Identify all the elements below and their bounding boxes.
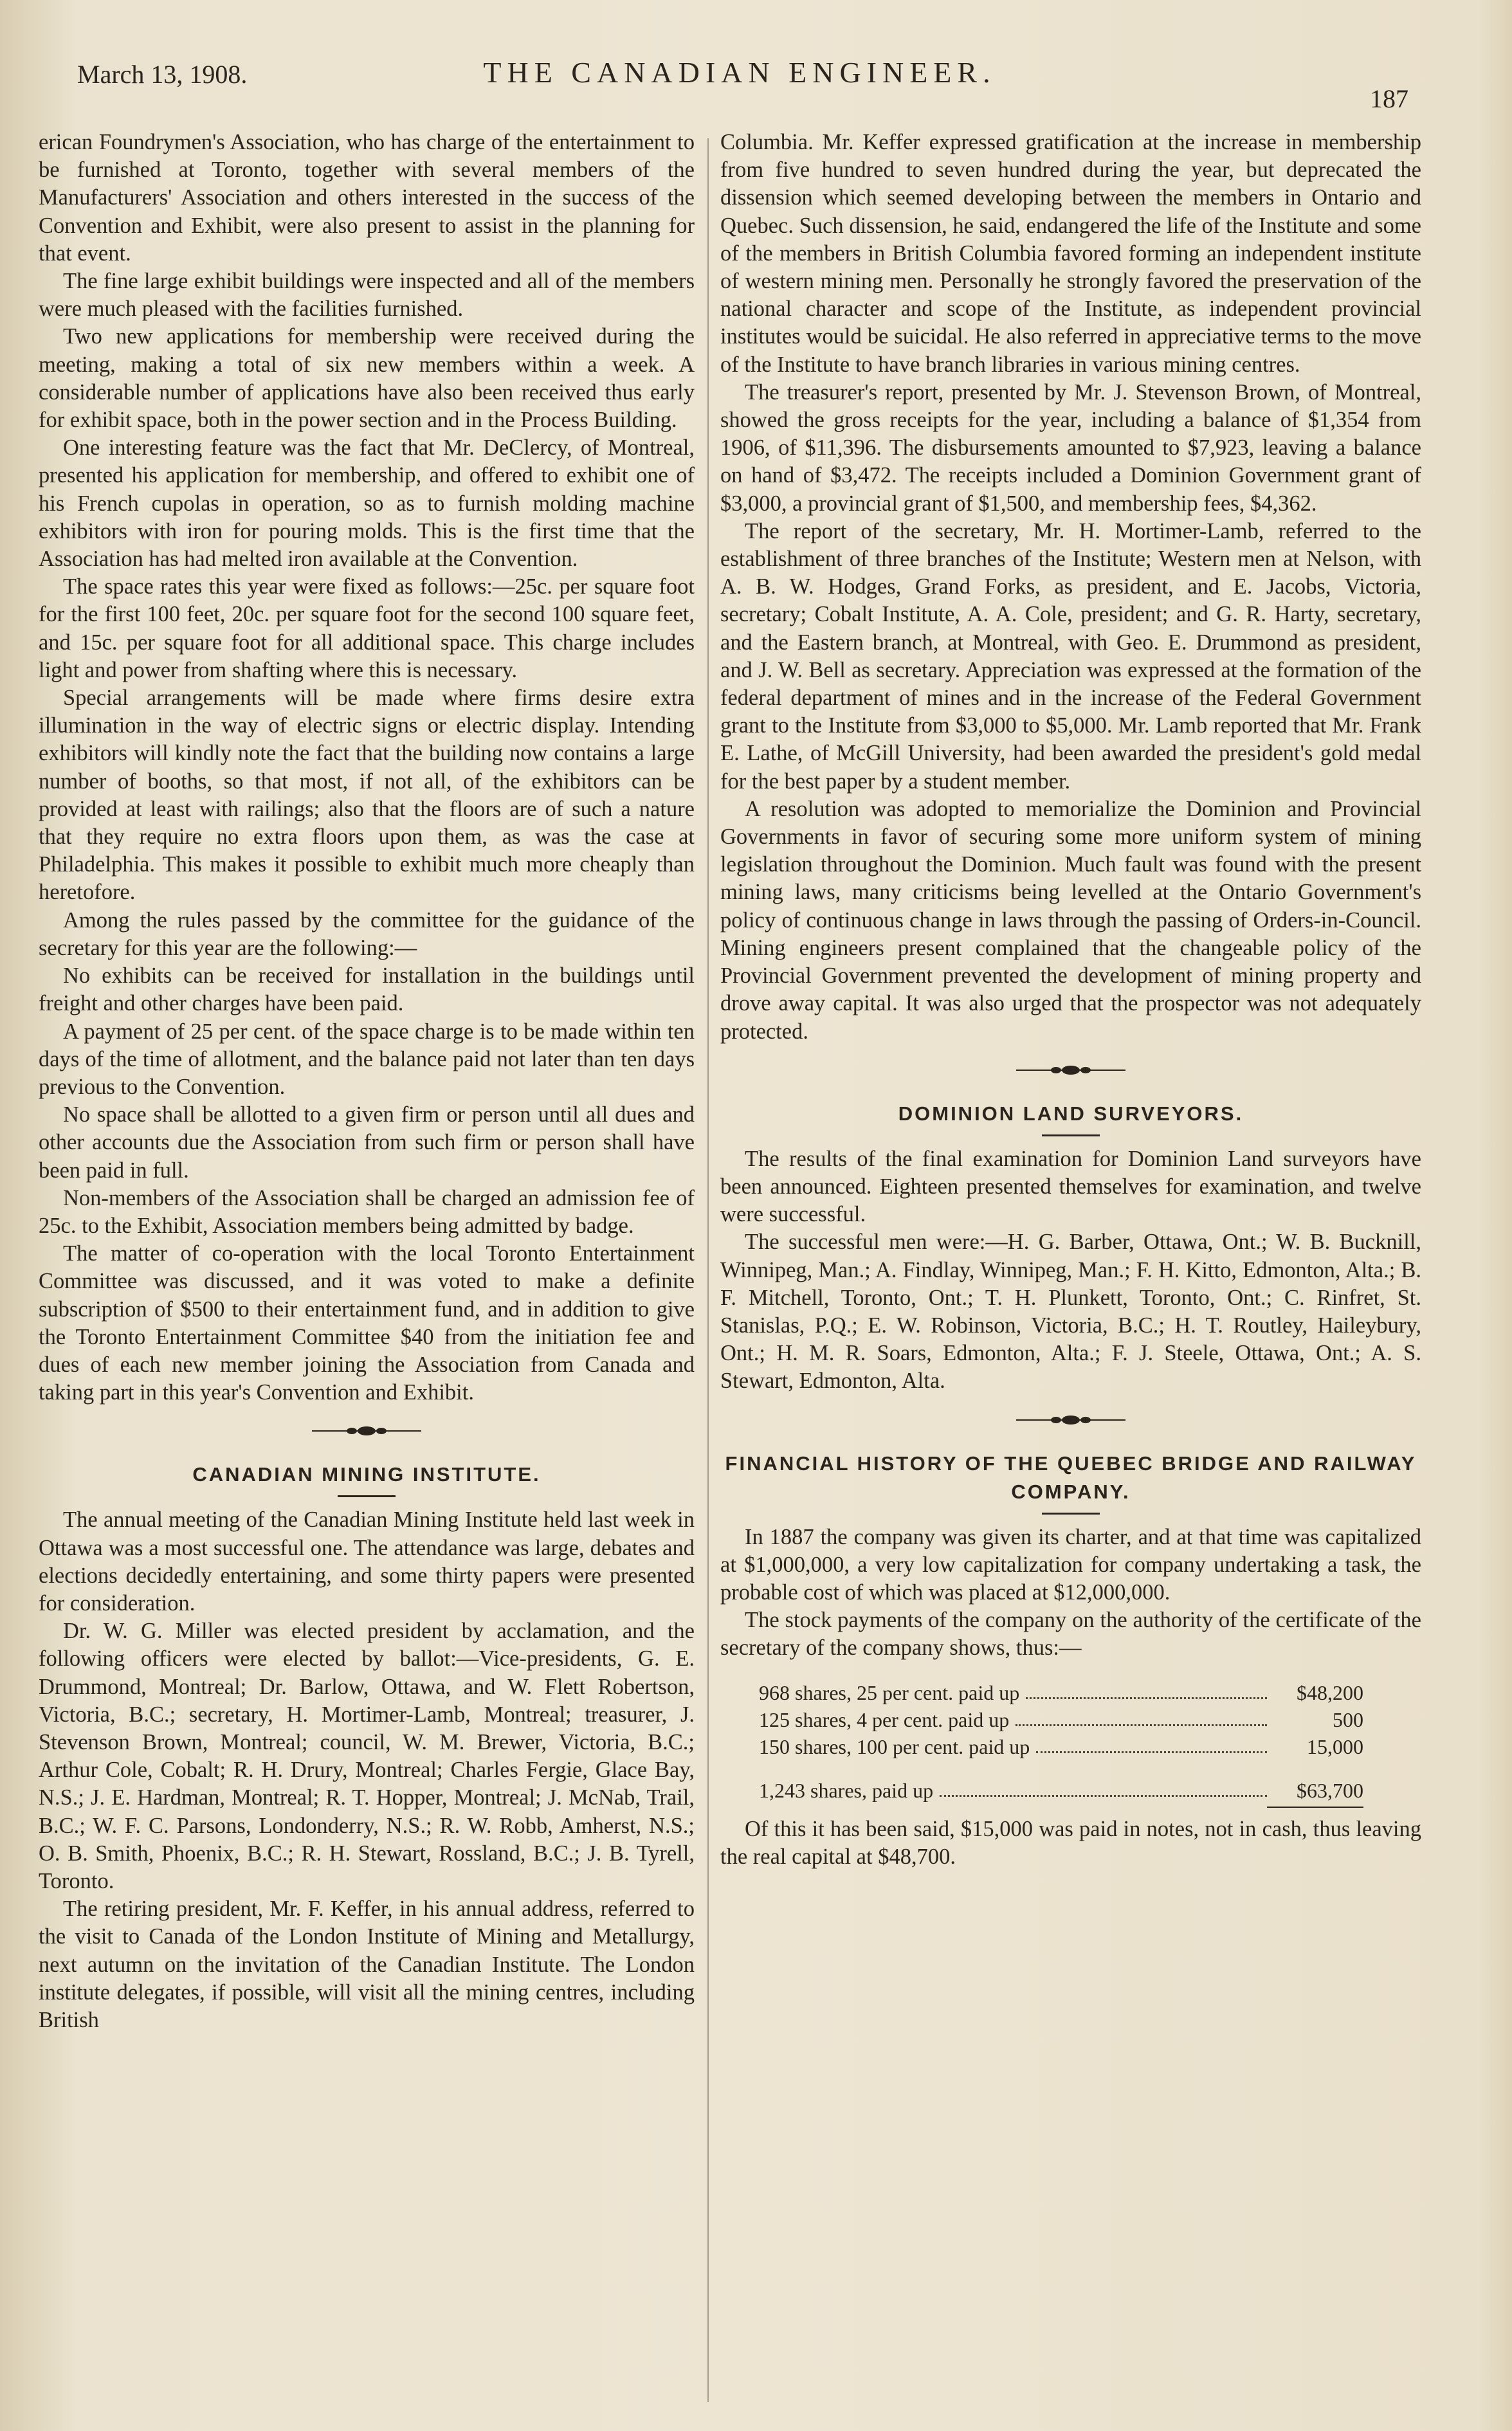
paragraph: Dr. W. G. Miller was elected president by acclamation, and the following officers were elected by ballot:—Vice-presidents, G. E. Drummond, Montreal; Dr. Barlow, Ottawa, and W. Flett Robertson, Victoria, B.C.; secretary, H. Mortimer-Lamb, Montreal; treasurer, J. Stevenson Brown, Montreal; council, W. M. Brewer, Victoria, B.C.; Arthur Cole, Cobalt; R. H. Drury, Montreal; Charles Fergie, Glace Bay, N.S.; J. E. Hardman, Montreal; R. T. Hopper, Montreal; J. McNab, Trail, B.C.; W. F. C. Parsons, Londonderry, N.S.; R. W. Robb, Amherst, N.S.; O. B. Smith, Phoenix, B.C.; R. H. Stewart, Rossland, B.C.; J. B. Tyrell, Toronto. xyxy=(39,1619,695,1893)
paragraph: Two new applications for membership were received during the meeting, making a total of six new members within a week. A considerable number of applications have also been received thus early for exhibit space, both in the power section and in the Process Building. xyxy=(39,324,695,433)
shares-total-row xyxy=(759,1777,1363,1804)
publication-title: THE CANADIAN ENGINEER. xyxy=(483,56,996,89)
left-column xyxy=(39,129,695,2034)
paragraph: The fine large exhibit buildings were inspected and all of the members were much pleased with the facilities furnished. xyxy=(39,269,695,322)
section-heading: FINANCIAL HISTORY OF THE QUEBEC BRIDGE AND RAILWAY COMPANY. xyxy=(725,1452,1417,1503)
shares-row xyxy=(759,1679,1363,1706)
leader-dots xyxy=(1016,1706,1267,1726)
paragraph: Among the rules passed by the committee for the guidance of the secretary for this year are the following:— xyxy=(39,907,695,960)
shares-amount: 500 xyxy=(1333,1707,1363,1731)
issue-date: March 13, 1908. xyxy=(77,60,248,89)
paragraph: The stock payments of the company on the authority of the certificate of the secretary of the company shows, thus:— xyxy=(720,1608,1421,1661)
heading-dash xyxy=(1042,1513,1100,1515)
paragraph: The treasurer's report, presented by Mr. J. Stevenson Brown, of Montreal, showed the gross receipts for the year, including a balance of $1,354 from 1906, of $11,396. The disbursements amounted to $7,923, leaving a balance on hand of $3,472. The receipts included a Dominion Government grant of $3,000, a provincial grant of $1,500, and membership fees, $4,362. xyxy=(720,379,1421,516)
shares-amount: $48,200 xyxy=(1297,1680,1363,1704)
paragraph: One interesting feature was the fact that Mr. DeClercy, of Montreal, presented his application for membership, and offered to exhibit one of his French cupolas in operation, so as to furnish molding machine exhibitors with iron for pouring molds. This is the first time that the Association has had melted iron available at the Convention. xyxy=(39,435,695,572)
paragraph: The space rates this year were fixed as follows:—25c. per square foot for the first 100 feet, 20c. per square foot for the second 100 square feet, and 15c. per square foot for all additional space. This charge includes light and power from shafting where this is necessary. xyxy=(39,574,695,682)
paragraph: Columbia. Mr. Keffer expressed gratification at the increase in membership from five hundred to seven hundred during the year, but deprecated the dissension which seemed developing between the members in Ontario and Quebec. Such dissension, he said, endangered the life of the Institute and some of the members in British Columbia favored forming an independent institute of western mining men. Personally he strongly favored the preservation of the national character and scope of the Institute, as independent provincial institutes would be suicidal. He also referred in appreciative terms to the move of the Institute to have branch libraries in various mining centres. xyxy=(720,130,1421,377)
spacer xyxy=(759,1760,1421,1777)
page-header xyxy=(71,55,1408,113)
paragraph: The successful men were:—H. G. Barber, Ottawa, Ont.; W. B. Bucknill, Winnipeg, Man.; A. Findlay, Winnipeg, Man.; F. H. Kitto, Edmonton, Alta.; B. F. Mitchell, Toronto, Ont.; T. H. Plunkett, Toronto, Ont.; C. Rinfret, St. Stanislas, P.Q.; E. W. Robinson, Victoria, B.C.; H. T. Routley, Haileybury, Ont.; H. M. R. Soars, Edmonton, Alta.; F. J. Steele, Ottawa, Ont.; A. S. Stewart, Edmonton, Alta. xyxy=(720,1230,1421,1394)
section-ornament xyxy=(39,1425,695,1437)
paragraph: The results of the final examination for Dominion Land surveyors have been announced. Eighteen presented themselves for examination, and twelve were successful. xyxy=(720,1146,1421,1227)
column-rule xyxy=(707,138,709,2402)
leader-dots xyxy=(1036,1733,1267,1753)
section-heading: DOMINION LAND SURVEYORS. xyxy=(898,1102,1244,1125)
paragraph: A payment of 25 per cent. of the space charge is to be made within ten days of the time of allotment, and the balance paid not later than ten days previous to the Convention. xyxy=(39,1019,695,1099)
right-column xyxy=(720,129,1421,1871)
paragraph: erican Foundrymen's Association, who has charge of the entertainment to be furnished at Toronto, together with several members of the Manufacturers' Association and others interested in the success of the Convention and Exhibit, were also present to assist in the planning for that event. xyxy=(39,130,695,266)
heading-dash xyxy=(338,1495,396,1497)
paragraph: The retiring president, Mr. F. Keffer, in his annual address, referred to the visit to Canada of the London Institute of Mining and Metallurgy, next autumn on the invitation of the Canadian Institute. The London institute delegates, if possible, will visit all the mining centres, including British xyxy=(39,1897,695,2032)
shares-label: 125 shares, 4 per cent. paid up xyxy=(759,1707,1010,1731)
paragraph: No exhibits can be received for installation in the buildings until freight and other charges have been paid. xyxy=(39,963,695,1016)
section-heading: CANADIAN MINING INSTITUTE. xyxy=(192,1463,541,1486)
paragraph: Special arrangements will be made where firms desire extra illumination in the way of electric signs or electric display. Intending exhibitors will kindly note the fact that the building now contains a large number of booths, so that most, if not all, of the exhibitors can be provided at least with railings; also that the floors are of such a nature that they require no extra floors upon them, as was the case at Philadelphia. This makes it possible to exhibit much more cheaply than heretofore. xyxy=(39,686,695,905)
leader-dots xyxy=(940,1777,1267,1797)
heading-dash xyxy=(1042,1134,1100,1136)
shares-row xyxy=(759,1706,1363,1733)
shares-total-amount: $63,700 xyxy=(1297,1778,1363,1802)
shares-label: 150 shares, 100 per cent. paid up xyxy=(759,1734,1030,1758)
shares-amount: 15,000 xyxy=(1307,1734,1363,1758)
shares-table xyxy=(759,1679,1421,1808)
paragraph: The annual meeting of the Canadian Mining Institute held last week in Ottawa was a most successful one. The attendance was large, debates and elections decidedly entertaining, and some thirty papers were presented for consideration. xyxy=(39,1507,695,1616)
paragraph: No space shall be allotted to a given firm or person until all dues and other accounts due the Association from such firm or person shall have been paid in full. xyxy=(39,1102,695,1183)
section-ornament xyxy=(720,1064,1421,1077)
page-number: 187 xyxy=(1370,84,1408,113)
paragraph: Of this it has been said, $15,000 was paid in notes, not in cash, thus leaving the real capital at $48,700. xyxy=(720,1816,1421,1869)
paragraph: The report of the secretary, Mr. H. Mortimer-Lamb, referred to the establishment of three branches of the Institute; Western men at Nelson, with A. B. W. Hodges, Grand Forks, as president, and E. Jacobs, Victoria, secretary; Cobalt Institute, A. A. Cole, president; and G. R. Harty, secretary, and the Eastern branch, at Montreal, with Geo. E. Drummond as president, and J. W. Bell as secretary. Appreciation was expressed at the formation of the federal department of mines and in the increase of the Federal Government grant to the Institute from $3,000 to $5,000. Mr. Lamb reported that Mr. Frank E. Lathe, of McGill University, had been awarded the president's gold medal for the best paper by a student member. xyxy=(720,518,1421,794)
paragraph: Non-members of the Association shall be charged an admission fee of 25c. to the Exhibit, Association members being admitted by badge. xyxy=(39,1185,695,1238)
shares-label: 968 shares, 25 per cent. paid up xyxy=(759,1680,1020,1704)
section-ornament xyxy=(720,1414,1421,1426)
shares-total-label: 1,243 shares, paid up xyxy=(759,1778,934,1802)
paragraph: A resolution was adopted to memorialize the Dominion and Provincial Governments in favor of securing some more uniform system of mining legislation throughout the Dominion. Much fault was found with the present mining laws, many criticisms being levelled at the Ontario Government's policy of continuous change in laws through the passing of Orders-in-Council. Mining engineers present complained that the changeable policy of the Provincial Government prevented the development of mining property and drove away capital. It was also urged that the prospector was not adequately protected. xyxy=(720,796,1421,1044)
shares-row xyxy=(759,1733,1363,1760)
paragraph: The matter of co-operation with the local Toronto Entertainment Committee was discussed, and it was voted to make a definite subscription of $500 to their entertainment fund, and in addition to give the Toronto Entertainment Committee $40 from the initiation fee and dues of each new member joining the Association from Canada and taking part in this year's Convention and Exhibit. xyxy=(39,1241,695,1405)
leader-dots xyxy=(1026,1679,1267,1699)
paragraph: In 1887 the company was given its charter, and at that time was capitalized at $1,000,000, a very low capitalization for company undertaking a task, the probable cost of which was placed at $12,000,000. xyxy=(720,1524,1421,1605)
total-underline xyxy=(1267,1807,1363,1808)
